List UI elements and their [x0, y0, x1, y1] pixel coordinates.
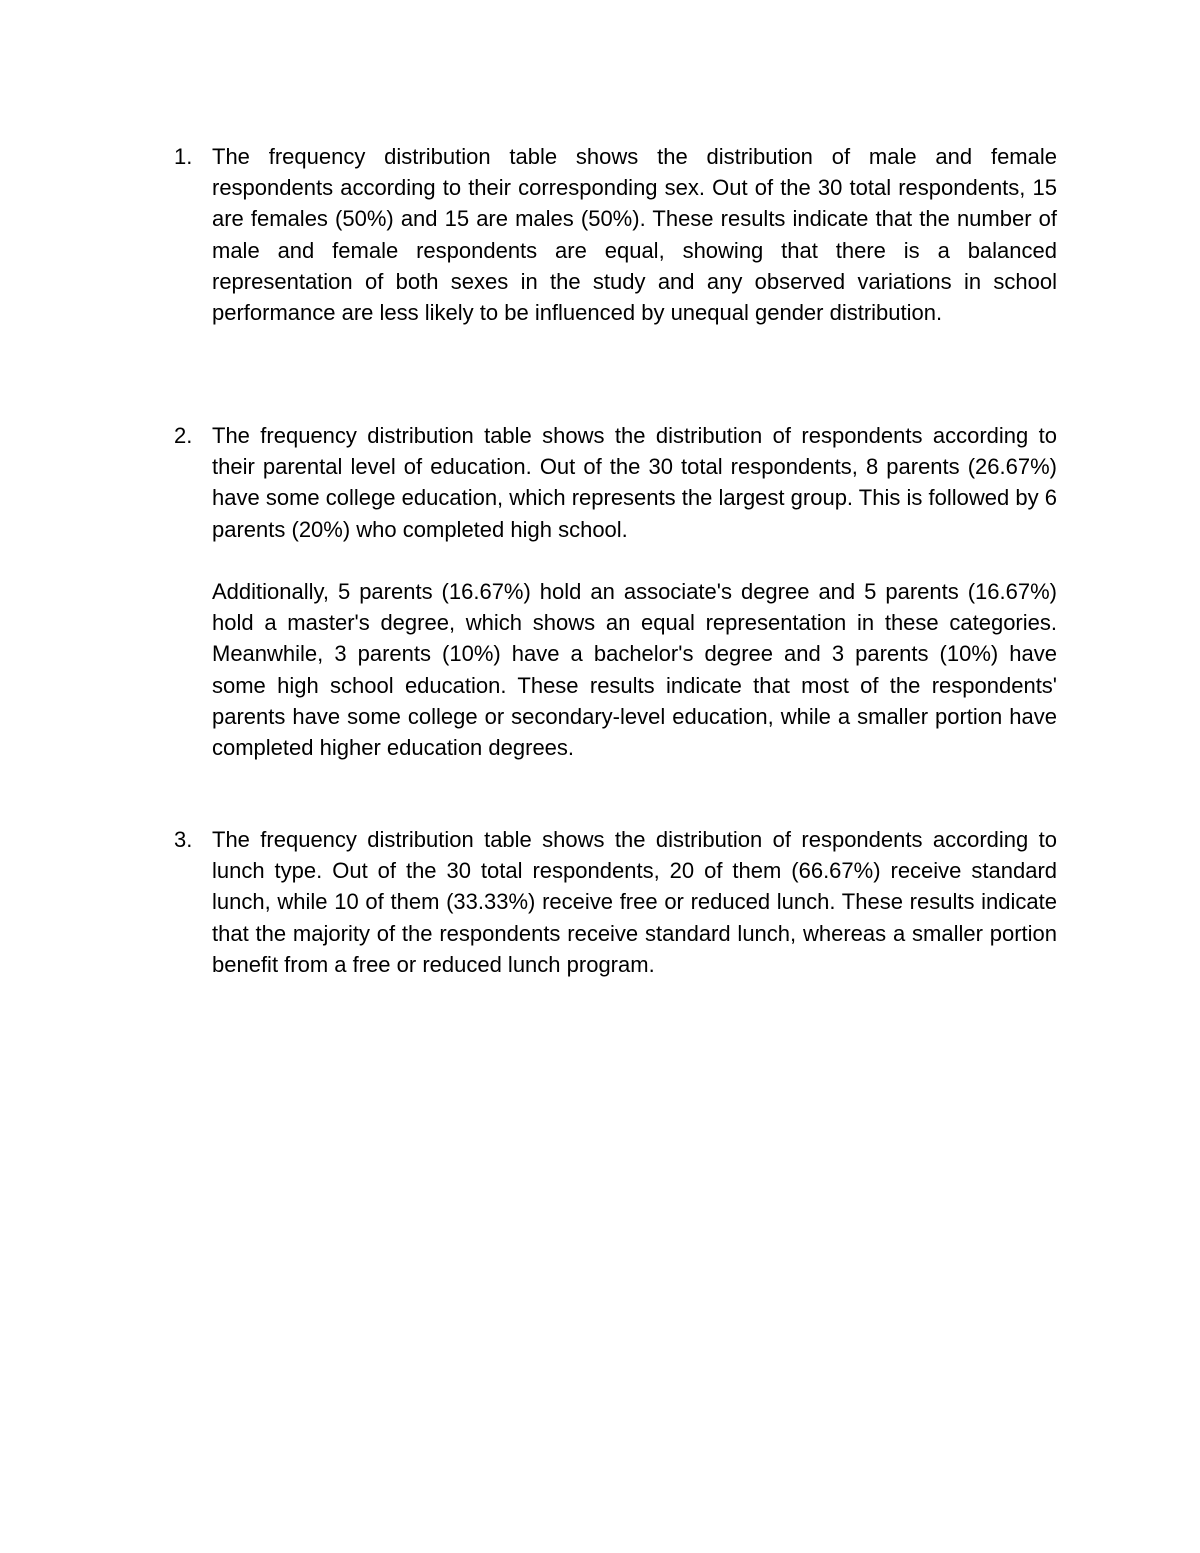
list-item-number: 2. — [174, 423, 193, 448]
list-item-number: 3. — [174, 827, 193, 852]
list-item-body — [212, 141, 1057, 328]
list-item — [150, 141, 1056, 328]
list-item-body — [212, 420, 1057, 763]
paragraph: The frequency distribution table shows the distribution of male and female respondents according to their corresponding sex. Out of the 30 total respondents, 15 are females (50%) and 15 are males (50%). These results indicate that the number of male and female respondents are equal, showing that there is a balanced representation of both sexes in the study and any observed variations in school performance are less likely to be influenced by unequal gender distribution. — [212, 144, 1057, 326]
paragraph: Additionally, 5 parents (16.67%) hold an associate's degree and 5 parents (16.67%) hold a master's degree, which shows an equal representation in these categories. Meanwhile, 3 parents (10%) have a bachelor's degree and 3 parents (10%) have some high school education. These results indicate that most of the respondents' parents have some college or secondary-level education, while a smaller portion have completed higher education degrees. — [212, 579, 1057, 761]
list-item-number: 1. — [174, 144, 193, 169]
list-item — [150, 824, 1056, 980]
paragraph: The frequency distribution table shows the distribution of respondents according to lunch type. Out of the 30 total respondents, 20 of them (66.67%) receive standard lunch, while 10 of them (33.33%) receive free or reduced lunch. These results indicate that the majority of the respondents receive standard lunch, whereas a smaller portion benefit from a free or reduced lunch program. — [212, 827, 1057, 977]
list-item — [150, 420, 1056, 763]
list-item-body — [212, 824, 1057, 980]
paragraph: The frequency distribution table shows the distribution of respondents according to their parental level of education. Out of the 30 total respondents, 8 parents (26.67%) have some college education, which represents the largest group. This is followed by 6 parents (20%) who completed high school. — [212, 423, 1057, 542]
